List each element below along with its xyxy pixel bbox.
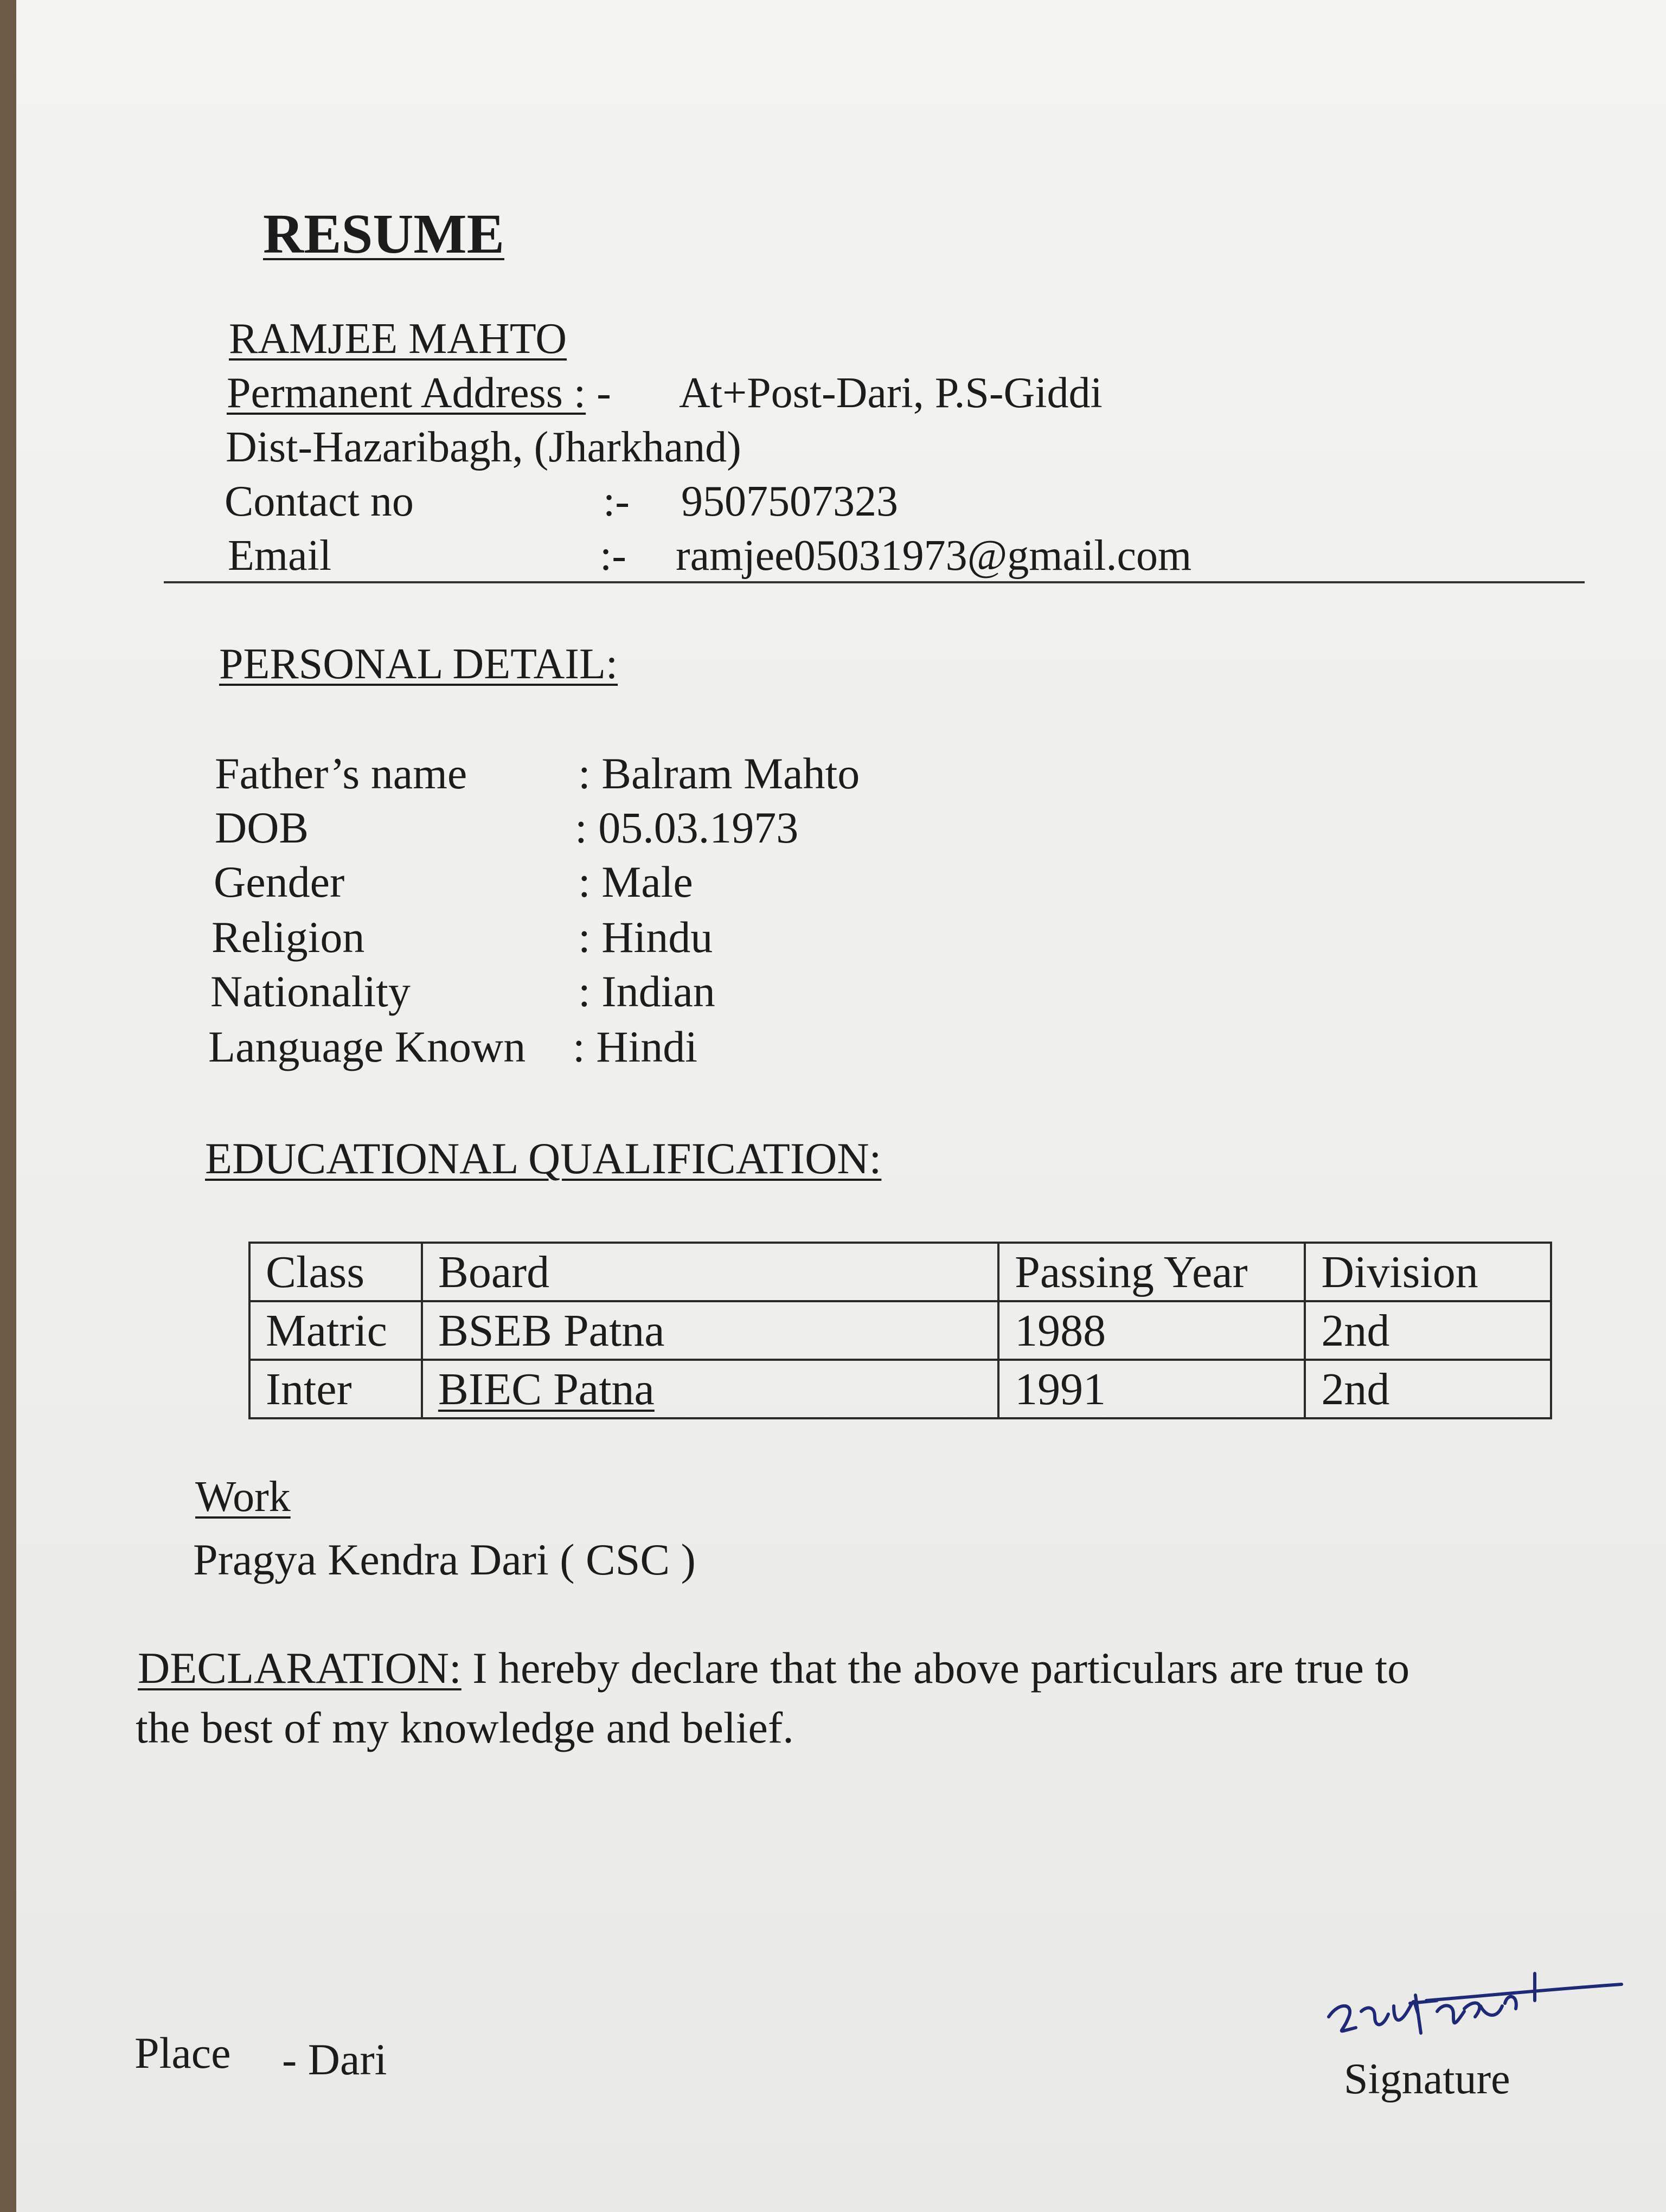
table-cell: BSEB Patna bbox=[422, 1301, 998, 1360]
personal-value: : Hindu bbox=[578, 912, 713, 962]
column-header-passing-year: Passing Year bbox=[998, 1243, 1305, 1301]
personal-label: DOB bbox=[215, 803, 309, 852]
table-cell bbox=[422, 1360, 998, 1418]
address-separator: - bbox=[597, 369, 611, 417]
declaration-heading: DECLARATION: bbox=[138, 1643, 462, 1693]
personal-value: : Male bbox=[578, 857, 693, 906]
phone-separator: :- bbox=[603, 478, 630, 525]
email-separator: :- bbox=[600, 532, 626, 580]
table-cell: 2nd bbox=[1305, 1301, 1551, 1360]
personal-label: Father’s name bbox=[215, 749, 467, 798]
document-title: RESUME bbox=[263, 203, 504, 265]
signature-label: Signature bbox=[1344, 2055, 1510, 2103]
declaration-line-2: the best of my knowledge and belief. bbox=[136, 1703, 794, 1752]
personal-label: Religion bbox=[212, 912, 365, 962]
header-divider bbox=[164, 581, 1585, 583]
handwritten-signature bbox=[1318, 1952, 1632, 2049]
personal-label: Gender bbox=[214, 857, 345, 906]
personal-value: : Hindi bbox=[573, 1022, 698, 1071]
personal-detail-heading: PERSONAL DETAIL: bbox=[219, 640, 618, 688]
education-heading: EDUCATIONAL QUALIFICATION: bbox=[205, 1134, 882, 1183]
work-text: Pragya Kendra Dari ( CSC ) bbox=[193, 1535, 696, 1584]
table-row bbox=[249, 1360, 1551, 1418]
table-cell: Matric bbox=[249, 1301, 422, 1360]
table-header-row bbox=[249, 1243, 1551, 1301]
email-address: ramjee05031973@gmail.com bbox=[676, 532, 1192, 580]
address-line-1: At+Post-Dari, P.S-Giddi bbox=[679, 369, 1103, 417]
address-label-row bbox=[227, 369, 611, 418]
education-table bbox=[248, 1242, 1552, 1419]
table-row bbox=[249, 1301, 1551, 1360]
address-line-2: Dist-Hazaribagh, (Jharkhand) bbox=[226, 423, 741, 471]
email-label: Email bbox=[228, 532, 332, 580]
table-cell: Inter bbox=[249, 1360, 422, 1418]
personal-value: : 05.03.1973 bbox=[575, 803, 799, 852]
column-header-class: Class bbox=[249, 1243, 422, 1301]
phone-label: Contact no bbox=[225, 478, 414, 525]
personal-label: Language Known bbox=[208, 1022, 526, 1071]
resume-sheet bbox=[16, 0, 1666, 2212]
table-cell: 2nd bbox=[1305, 1360, 1551, 1418]
personal-value: : Indian bbox=[578, 967, 715, 1016]
column-header-division: Division bbox=[1305, 1243, 1551, 1301]
applicant-name bbox=[229, 314, 567, 364]
place-label: Place bbox=[134, 2028, 231, 2078]
personal-value: : Balram Mahto bbox=[578, 749, 860, 798]
board-name: BIEC Patna bbox=[438, 1364, 655, 1414]
table-cell: 1991 bbox=[998, 1360, 1305, 1418]
declaration-line-1 bbox=[138, 1643, 1409, 1694]
column-header-board: Board bbox=[422, 1243, 998, 1301]
place-value: - Dari bbox=[282, 2035, 387, 2084]
table-cell: 1988 bbox=[998, 1301, 1305, 1360]
phone-number: 9507507323 bbox=[681, 478, 898, 525]
personal-label: Nationality bbox=[210, 967, 411, 1016]
work-heading: Work bbox=[195, 1473, 291, 1521]
applicant-name-text: RAMJEE MAHTO bbox=[229, 315, 567, 363]
declaration-text-1: I hereby declare that the above particulars are true to bbox=[472, 1643, 1410, 1693]
address-label: Permanent Address : bbox=[227, 369, 586, 417]
